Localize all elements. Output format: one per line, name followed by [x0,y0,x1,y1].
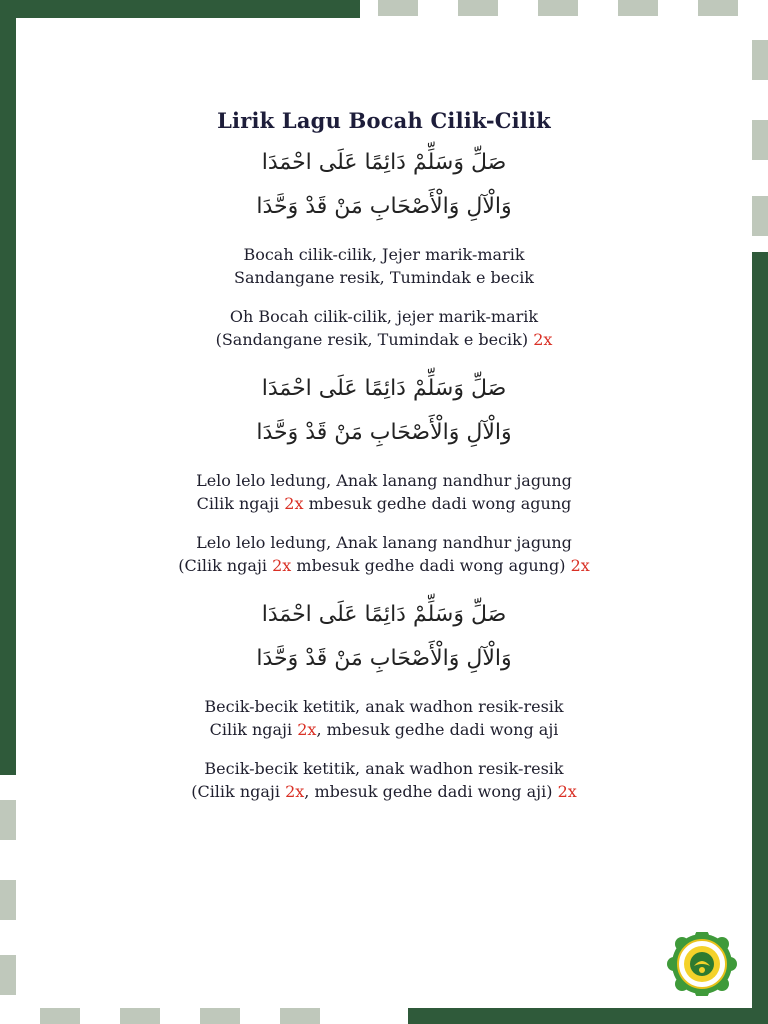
lyric-line: Sandangane resik, Tumindak e becik [233,268,534,287]
repeat-mark: 2x [297,720,317,739]
sholawat-line: وَالْآلِ وَالْأَصْحَابِ مَنْ قَدْ وَحَّدَا [256,194,512,219]
frame-dash [40,1008,80,1024]
sholawat-line: وَالْآلِ وَالْأَصْحَابِ مَنْ قَدْ وَحَّدَا [256,646,512,671]
frame-dash [200,1008,240,1024]
page-title: Lirik Lagu Bocah Cilik-Cilik [217,108,551,133]
repeat-mark: 2x [284,494,304,513]
lyric-line: Lelo lelo ledung, Anak lanang nandhur jagung [196,471,572,490]
lyric-line: Lelo lelo ledung, Anak lanang nandhur jagung [196,533,572,552]
frame-dash [538,0,578,16]
lyric-line [16,328,752,351]
frame-dash [120,1008,160,1024]
frame-dash [378,0,418,16]
lyric-text: Cilik ngaji [209,720,293,739]
lyric-line [16,492,752,515]
sholawat-block [16,367,752,455]
verse-block [16,531,752,577]
lyric-line [16,718,752,741]
repeat-mark: 2x [570,556,590,575]
sholawat-line: صَلِّ وَسَلِّمْ دَائِمًا عَلَى احْمَدَا [261,376,507,401]
repeat-mark: 2x [533,330,553,349]
frame-dash [0,880,16,920]
lyric-text: (Cilik ngaji [178,556,268,575]
frame-dash [458,0,498,16]
frame-band-left [0,0,16,775]
repeat-mark: 2x [285,782,305,801]
lyric-line: Oh Bocah cilik-cilik, jejer marik-marik [229,307,539,326]
verse-block [16,469,752,515]
lyric-text: (Cilik ngaji [191,782,280,801]
lyric-line: Becik-becik ketitik, anak wadhon resik-resik [204,697,564,716]
verse-block [16,305,752,351]
sholawat-line: صَلِّ وَسَلِّمْ دَائِمًا عَلَى احْمَدَا [261,602,507,627]
verse-block [16,695,752,741]
verse-block [16,757,752,803]
verse-block [16,243,752,289]
frame-dash [698,0,738,16]
sholawat-line: صَلِّ وَسَلِّمْ دَائِمًا عَلَى احْمَدَا [261,150,507,175]
lyric-text: Cilik ngaji [196,494,280,513]
lyric-text: mbesuk gedhe dadi wong agung) [296,556,566,575]
sholawat-line: وَالْآلِ وَالْأَصْحَابِ مَنْ قَدْ وَحَّدَا [256,420,512,445]
repeat-mark: 2x [272,556,292,575]
frame-dash [0,800,16,840]
frame-band-top [0,0,360,18]
frame-dash [752,120,768,160]
frame-band-right [752,252,768,1024]
frame-dash [618,0,658,16]
lyric-text: , mbesuk gedhe dadi wong aji) [304,782,553,801]
lyric-line: Becik-becik ketitik, anak wadhon resik-resik [204,759,564,778]
lyric-line [16,554,752,577]
organization-emblem-icon [667,932,737,996]
lyrics-content [16,108,752,819]
lyric-line [16,780,752,803]
frame-dash [280,1008,320,1024]
sholawat-block [16,593,752,681]
frame-dash [0,955,16,995]
frame-dash [752,196,768,236]
lyric-text: mbesuk gedhe dadi wong agung [308,494,572,513]
lyrics-card [16,18,752,1008]
lyric-line: Bocah cilik-cilik, Jejer marik-marik [243,245,525,264]
frame-dash [752,40,768,80]
lyric-text: , mbesuk gedhe dadi wong aji [316,720,559,739]
sholawat-block [16,141,752,229]
frame-band-bottom [408,1008,768,1024]
repeat-mark: 2x [557,782,577,801]
lyric-text: (Sandangane resik, Tumindak e becik) [215,330,529,349]
